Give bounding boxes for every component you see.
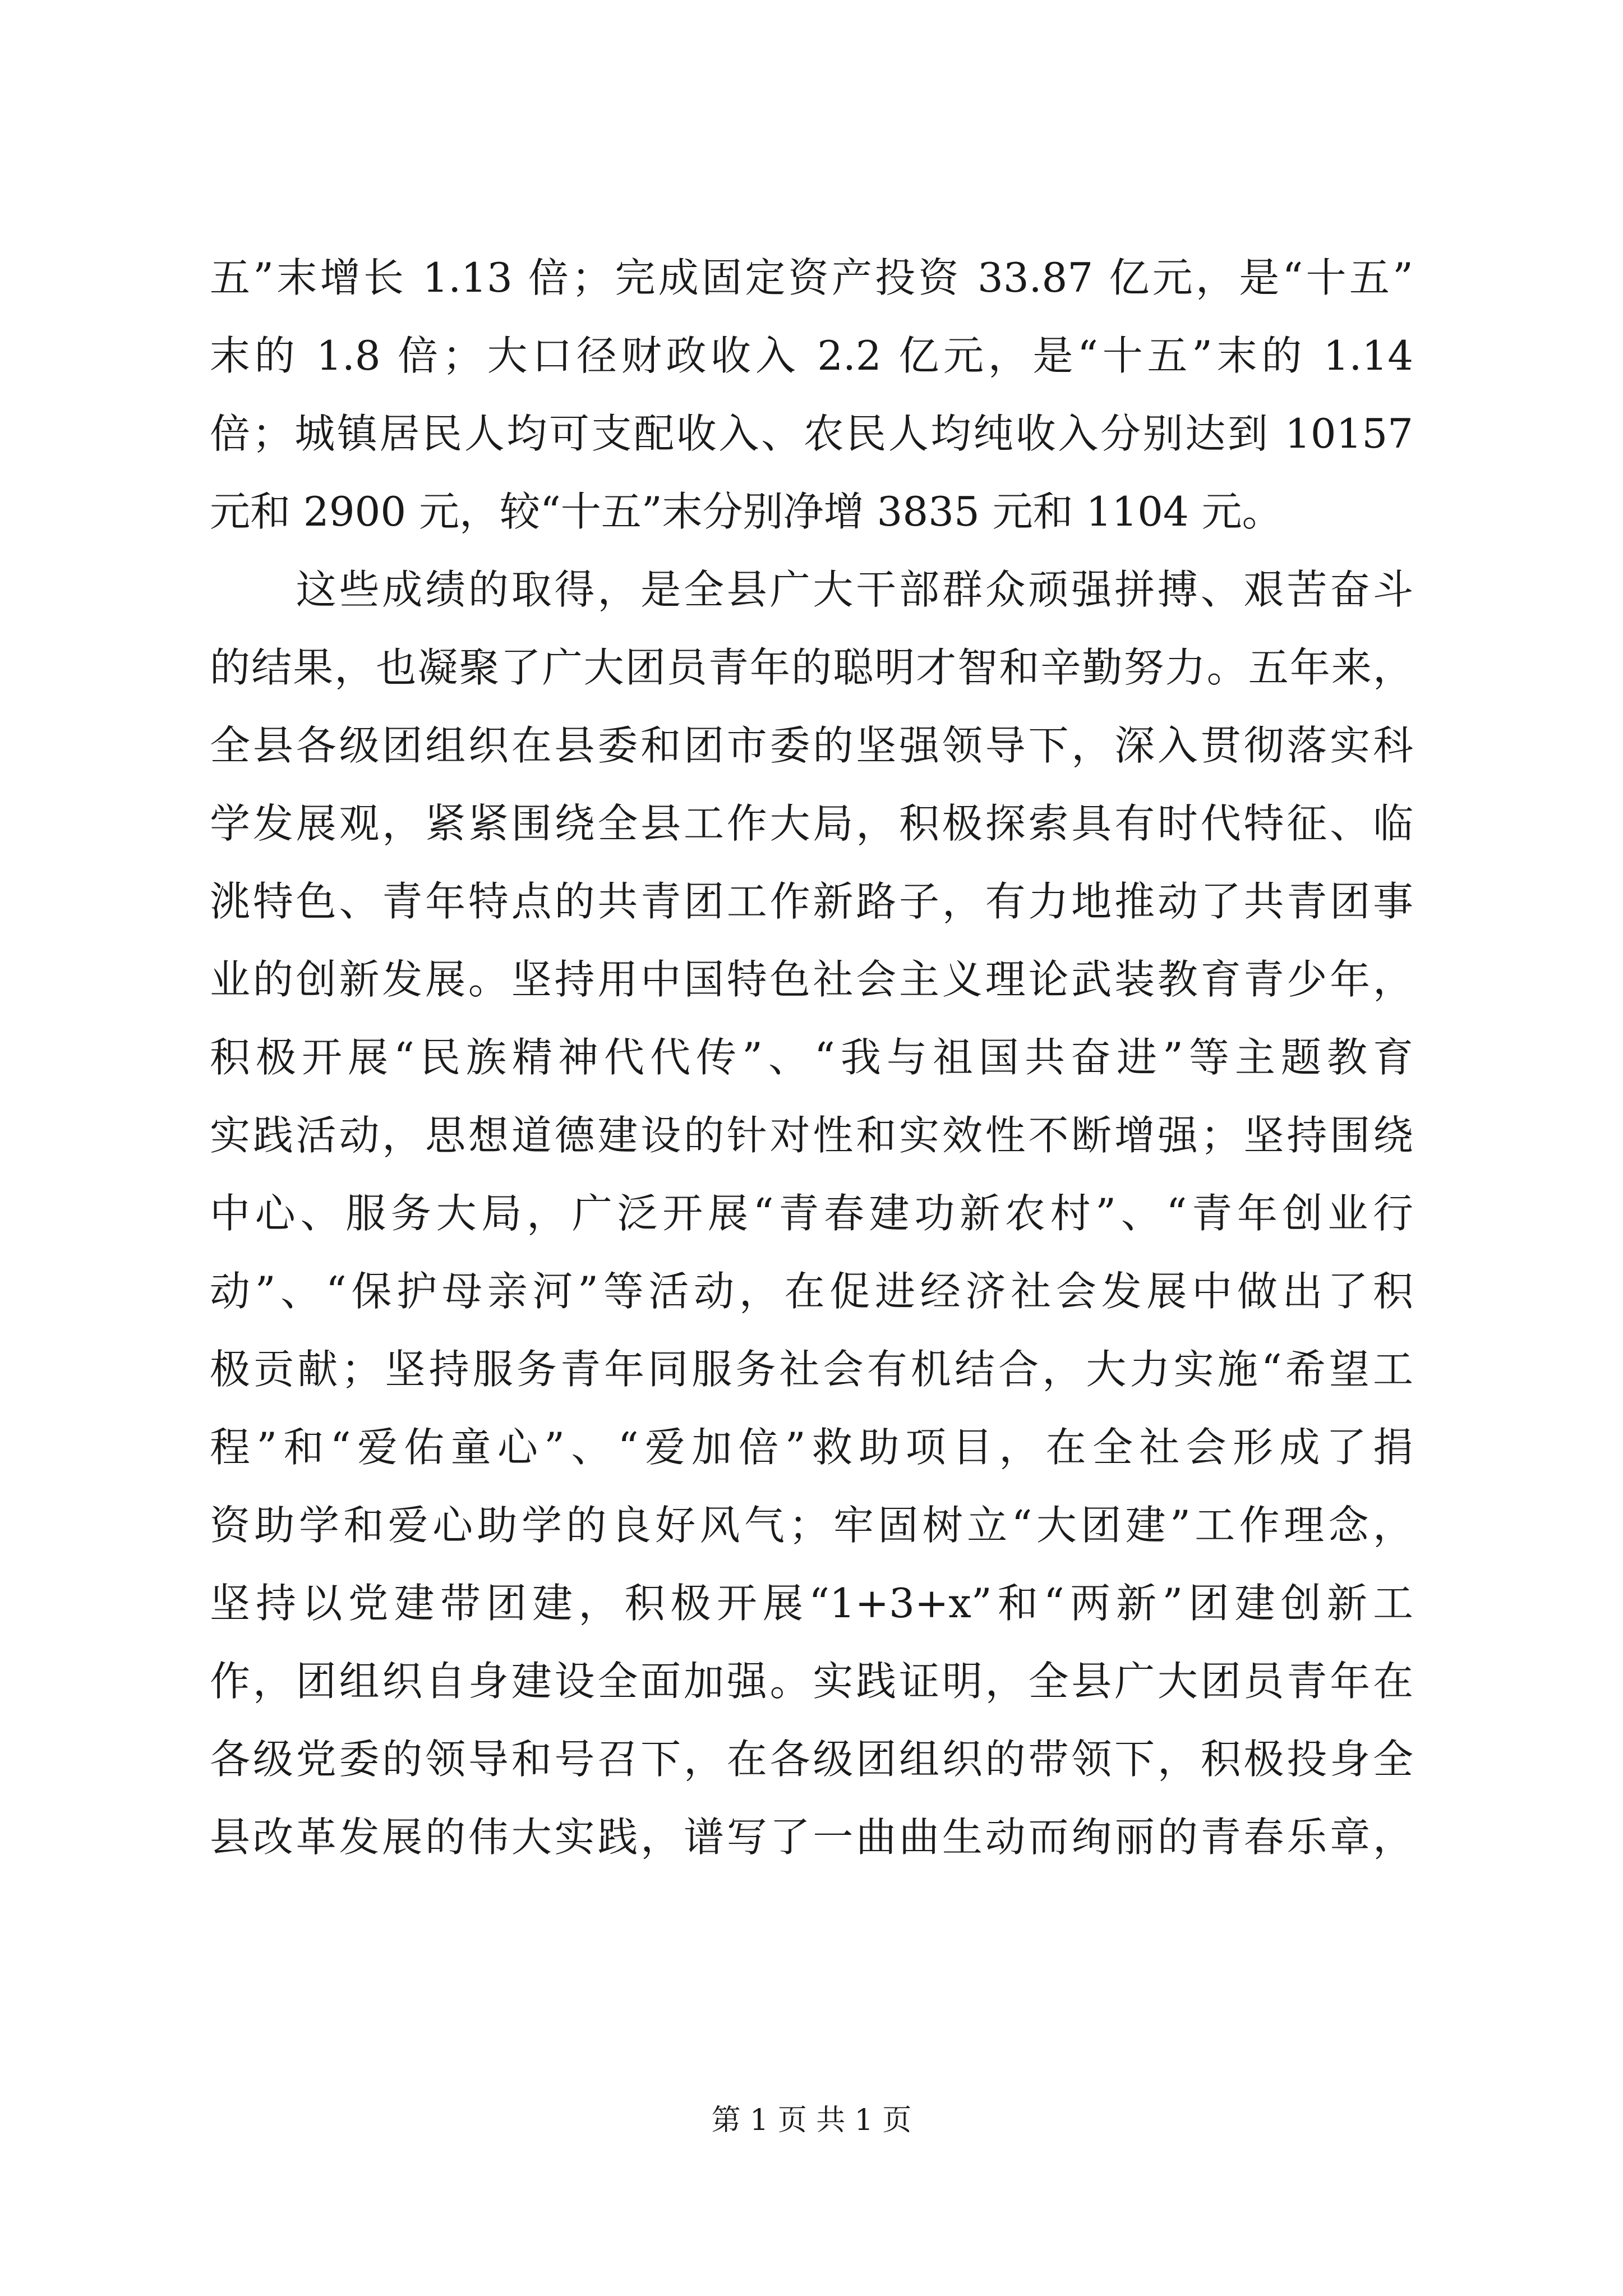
page-footer: 第 1 页 共 1 页	[711, 2104, 912, 2137]
text-line: 中心、服务大局，广泛开展“青春建功新农村”、“青年创业行	[210, 1190, 1413, 1237]
text-line: 五”末增长 1.13 倍；完成固定资产投资 33.87 亿元，是“十五”	[210, 254, 1413, 301]
text-line: 的结果，也凝聚了广大团员青年的聪明才智和辛勤努力。五年来，	[210, 644, 1413, 691]
text-line: 坚持以党建带团建，积极开展“1+3+x”和“两新”团建创新工	[210, 1580, 1413, 1627]
text-line: 学发展观，紧紧围绕全县工作大局，积极探索具有时代特征、临	[210, 800, 1413, 847]
text-line: 倍；城镇居民人均可支配收入、农民人均纯收入分别达到 10157	[210, 410, 1413, 457]
text-line: 动”、“保护母亲河”等活动，在促进经济社会发展中做出了积	[210, 1268, 1413, 1315]
body-text	[210, 239, 1413, 1876]
text-line: 作，团组织自身建设全面加强。实践证明，全县广大团员青年在	[210, 1658, 1413, 1705]
text-line: 全县各级团组织在县委和团市委的坚强领导下，深入贯彻落实科	[210, 722, 1413, 769]
text-line: 元和 2900 元，较“十五”末分别净增 3835 元和 1104 元。	[210, 488, 1283, 535]
text-line: 末的 1.8 倍；大口径财政收入 2.2 亿元，是“十五”末的 1.14	[210, 332, 1413, 379]
text-line: 各级党委的领导和号召下，在各级团组织的带领下，积极投身全	[210, 1736, 1413, 1783]
text-line: 这些成绩的取得，是全县广大干部群众顽强拼搏、艰苦奋斗	[210, 566, 1413, 613]
text-line: 程”和“爱佑童心”、“爱加倍”救助项目，在全社会形成了捐	[210, 1424, 1413, 1471]
text-line: 洮特色、青年特点的共青团工作新路子，有力地推动了共青团事	[210, 878, 1413, 925]
text-line: 极贡献；坚持服务青年同服务社会有机结合，大力实施“希望工	[210, 1346, 1413, 1393]
text-line: 积极开展“民族精神代代传”、“我与祖国共奋进”等主题教育	[210, 1034, 1413, 1081]
text-line: 资助学和爱心助学的良好风气；牢固树立“大团建”工作理念，	[210, 1502, 1413, 1549]
text-line: 业的创新发展。坚持用中国特色社会主义理论武装教育青少年，	[210, 956, 1413, 1003]
text-line: 县改革发展的伟大实践，谱写了一曲曲生动而绚丽的青春乐章，	[210, 1814, 1413, 1861]
text-line: 实践活动，思想道德建设的针对性和实效性不断增强；坚持围绕	[210, 1112, 1413, 1159]
